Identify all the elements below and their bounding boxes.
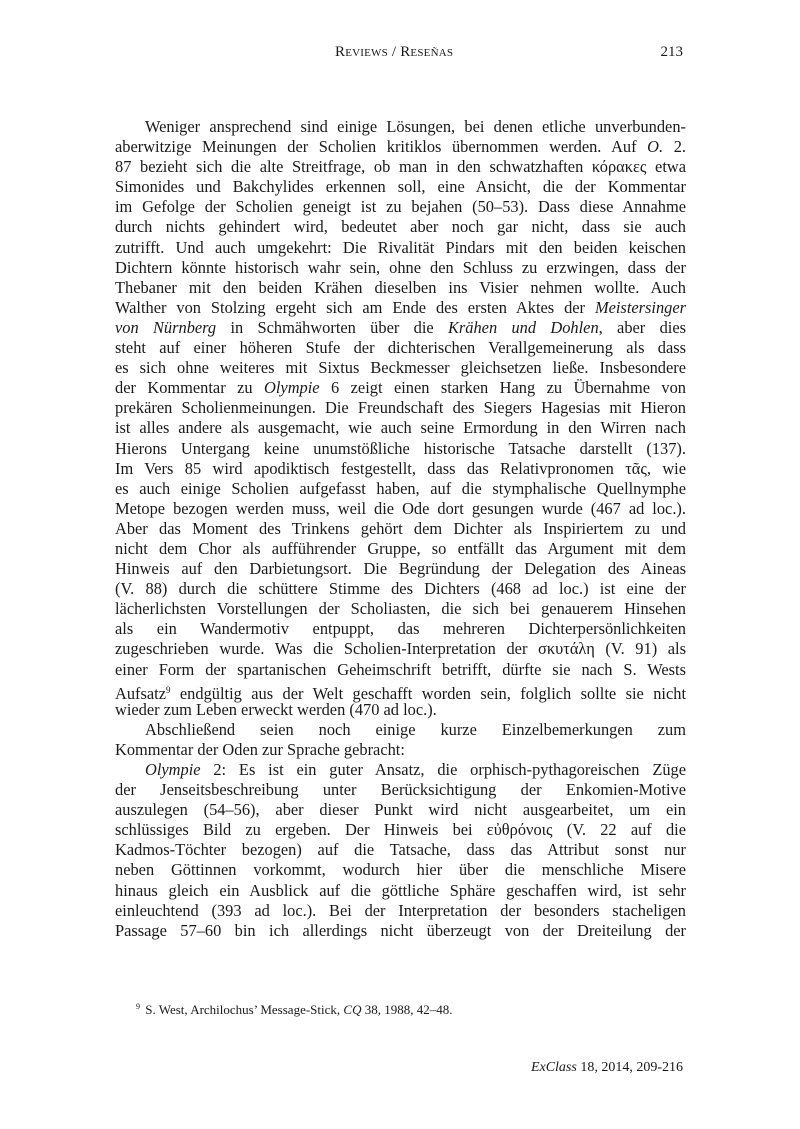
line-text: 87 bezieht sich die alte Streitfrage, ob man in den schwatzhaften κόρακες etwa (115, 157, 686, 177)
line-text: Dichtern könnte historisch wahr sein, ohne den Schluss zu erzwingen, dass der (115, 257, 686, 277)
text-line (115, 358, 686, 378)
line-text: Kadmos-Töchter bezogen) auf die Tatsache, dass das Attribut sonst nur (115, 840, 686, 860)
line-text: wieder zum Leben erweckt werden (470 ad loc.). (115, 699, 437, 719)
page-number: 213 (660, 44, 683, 60)
text-line (115, 840, 686, 860)
italic-text: von Nürnberg (115, 317, 217, 337)
italic-text: Olympie (264, 378, 320, 398)
italic-text: O. (647, 137, 664, 157)
line-text: nicht dem Chor als aufführender Gruppe, so entfällt das Argument mit dem (115, 538, 686, 558)
line-text: Hinweis auf den Darbietungsort. Die Begründung der Delegation des Aineas (115, 559, 686, 579)
text-line (115, 439, 686, 459)
line-text: als ein Wandermotiv entpuppt, das mehreren Dichterpersönlichkeiten (115, 619, 686, 639)
text-line (115, 157, 686, 177)
line-text: zutrifft. Und auch umgekehrt: Die Rivalität Pindars mit den beiden keischen (115, 237, 686, 257)
line-text: Aber das Moment des Trinkens gehört dem Dichter als Inspiriertem zu und (115, 518, 686, 538)
text-line (115, 278, 686, 298)
line-text: Weniger ansprechend sind einige Lösungen, bei denen etliche unverbunden- (145, 117, 686, 136)
text-line (115, 619, 686, 639)
text-line (115, 318, 686, 338)
text-line (115, 800, 686, 820)
footnote-text-after: 38, 1988, 42–48. (361, 1002, 453, 1017)
line-text: zugeschrieben wurde. Was die Scholien-Interpretation der σκυτάλη (V. 91) als (115, 639, 686, 659)
line-text: auszulegen (54–56), aber dieser Punkt wird nicht ausgearbeitet, um ein (115, 800, 686, 820)
line-text: Kommentar der Oden zur Sprache gebracht: (115, 739, 405, 759)
line-text: schlüssiges Bild zu ergeben. Der Hinweis bei εὐθρόνοις (V. 22 auf die (115, 820, 686, 840)
line-text: im Gefolge der Scholien geneigt ist zu bejahen (50–53). Dass diese Annahme (115, 197, 686, 217)
line-text: endgültig aus der Welt geschafft worden sein, folglich sollte sie nicht (170, 683, 686, 703)
line-text: neben Göttinnen vorkommt, wodurch hier über die menschliche Misere (115, 860, 686, 880)
footnote (136, 999, 452, 1018)
line-text: ist alles andere als ausgemacht, wie auch seine Ermordung in den Wirren nach (115, 418, 686, 438)
line-text: aberwitzige Meinungen der Scholien kritiklos übernommen werden. Auf (115, 137, 648, 157)
running-head (0, 44, 800, 68)
footnote-text: S. West, Archilochus’ Message-Stick, (142, 1002, 344, 1017)
text-line (115, 539, 686, 559)
line-text: es sich ohne weiteres mit Sixtus Beckmesser gleichsetzen ließe. Insbesondere (115, 358, 686, 378)
text-line (115, 639, 686, 659)
line-text: einer Form der spartanischen Geheimschrift betrifft, dürfte sie nach S. Wests (115, 659, 686, 679)
line-text: 6 zeigt einen starken Hang zu Übernahme von (319, 378, 687, 398)
text-line (115, 177, 686, 197)
line-text: es auch einige Scholien aufgefasst haben, auf die stymphalische Quellnymphe (115, 478, 686, 498)
text-line (115, 559, 686, 579)
text-line (115, 418, 686, 438)
line-text: der Kommentar zu (115, 378, 265, 398)
line-text: Metope bezogen werden muss, weil die Ode dort gesungen wurde (467 ad loc.). (115, 498, 686, 518)
page-footer (531, 1060, 683, 1076)
line-text: , aber dies (598, 317, 686, 337)
text-line (115, 117, 686, 137)
text-line (115, 780, 686, 800)
text-line (115, 901, 686, 921)
text-line (115, 398, 686, 418)
text-line (115, 459, 686, 479)
text-line (115, 740, 686, 760)
line-text: einleuchtend (393 ad loc.). Bei der Interpretation der besonders stacheligen (115, 900, 686, 920)
line-text: steht auf einer höheren Stufe der dichterischen Verallgemeinerung als dass (115, 338, 686, 358)
text-line (115, 579, 686, 599)
footnote-journal: CQ (343, 1002, 362, 1017)
footer-journal: ExClass (530, 1060, 577, 1075)
text-line (115, 820, 686, 840)
text-line (115, 519, 686, 539)
running-head-title: Reviews / Reseñas (335, 44, 454, 60)
line-text: Thebaner mit den beiden Krähen dieselben ins Visier nehmen wollte. Auch (115, 277, 686, 297)
text-line (115, 881, 686, 901)
text-line (115, 298, 686, 318)
line-text: Abschließend seien noch einige kurze Einzelbemerkungen zum (145, 719, 686, 739)
line-text: 2: Es ist ein guter Ansatz, die orphisch-pythagoreischen Züge (200, 760, 686, 779)
text-line (115, 499, 686, 519)
line-text: Simonides und Bakchylides erkennen soll, eine Ansicht, die der Kommentar (115, 177, 686, 197)
footer-citation: 18, 2014, 209-216 (576, 1060, 683, 1075)
line-text: Im Vers 85 wird apodiktisch festgestellt, dass das Relativpronomen τᾶς, wie (115, 458, 686, 478)
text-line (115, 860, 686, 880)
text-line (115, 720, 686, 740)
text-line (115, 197, 686, 217)
text-line (115, 660, 686, 680)
line-text: Hierons Untergang keine unumstößliche historische Tatsache darstellt (137). (115, 438, 686, 458)
line-text: der Jenseitsbeschreibung unter Berücksichtigung der Enkomien-Motive (115, 780, 686, 800)
line-text: prekären Scholienmeinungen. Die Freundschaft des Siegers Hagesias mit Hieron (115, 398, 686, 418)
italic-text: Olympie (145, 760, 201, 779)
line-text: (V. 88) durch die schüttere Stimme des Dichters (468 ad loc.) ist eine der (115, 579, 686, 599)
italic-text: Krähen und Dohlen (447, 317, 599, 337)
text-line (115, 338, 686, 358)
text-line (115, 921, 686, 941)
text-line (115, 258, 686, 278)
text-line (115, 217, 686, 237)
text-line (115, 238, 686, 258)
line-text: durch nichts gehindert wird, bedeutet aber noch gar nicht, dass sie auch (115, 217, 686, 237)
text-line (115, 137, 686, 157)
line-text: 2. (663, 137, 686, 157)
line-text: hinaus gleich ein Ausblick auf die göttliche Sphäre geschaffen wird, ist sehr (115, 880, 686, 900)
line-text: lächerlichsten Vorstellungen der Scholiasten, die sich bei genauerem Hinsehen (115, 599, 686, 619)
line-text: Passage 57–60 bin ich allerdings nicht überzeugt von der Dreiteilung der (115, 920, 686, 940)
footnote-number: 9 (136, 1002, 140, 1011)
italic-text: Meistersinger (594, 297, 686, 317)
text-line (115, 378, 686, 398)
line-text: Walther von Stolzing ergeht sich am Ende des ersten Aktes der (115, 297, 595, 317)
body-text (115, 117, 686, 941)
footnote-ref[interactable]: 9 (165, 684, 171, 695)
text-line (115, 599, 686, 619)
text-line (115, 680, 686, 703)
line-text: Aufsatz (115, 683, 166, 703)
text-line (115, 760, 686, 780)
text-line (115, 479, 686, 499)
line-text: in Schmähworten über die (216, 317, 448, 337)
